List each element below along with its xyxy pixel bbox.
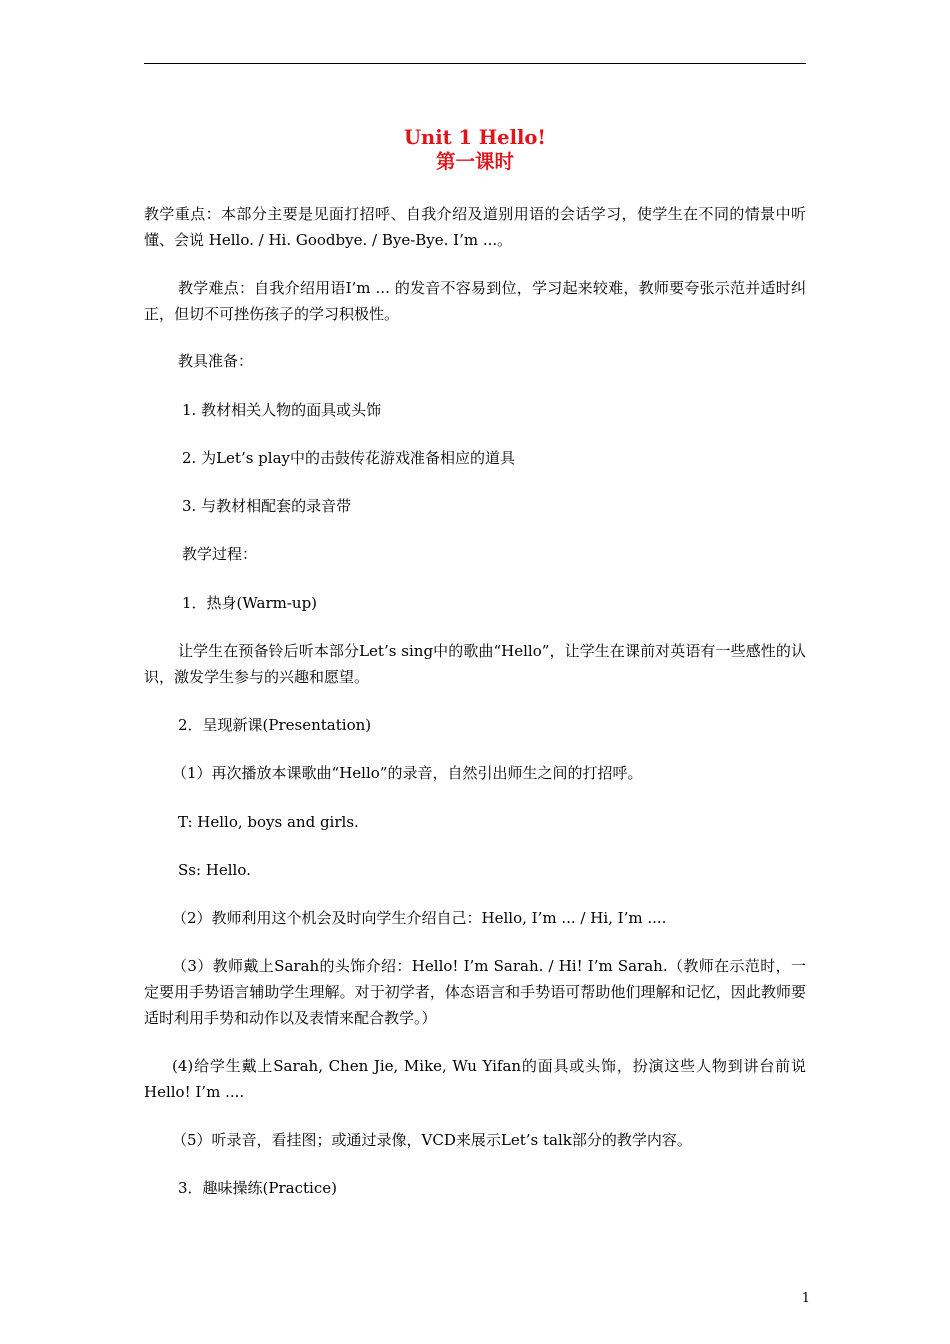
- page-number: 1: [801, 1291, 810, 1306]
- list-item-material-2: 2. 为Let’s play中的击鼓传花游戏准备相应的道具: [182, 449, 515, 467]
- paragraph-warm-up: 让学生在预备铃后听本部分Let’s sing中的歌曲“Hello”，让学生在课前对英语有一些感性的认识，激发学生参与的兴趣和愿望。: [144, 642, 806, 686]
- paragraph-key-points: 教学重点：本部分主要是见面打招呼、自我介绍及道别用语的会话学习，使学生在不同的情景中听懂、会说 Hello. / Hi. Goodbye. / Bye-Bye. I’m ...。: [144, 205, 806, 249]
- dialogue-line-students: Ss: Hello.: [178, 861, 251, 879]
- paragraph-step-1: （1）再次播放本课歌曲“Hello”的录音，自然引出师生之间的打招呼。: [172, 764, 643, 782]
- list-item-material-3: 3. 与教材相配套的录音带: [182, 497, 352, 515]
- paragraph-difficulties: 教学难点：自我介绍用语I’m ... 的发音不容易到位，学习起来较难，教师要夸张示范并适时纠正，但切不可挫伤孩子的学习积极性。: [144, 279, 806, 323]
- list-item-material-1: 1. 教材相关人物的面具或头饰: [182, 401, 382, 419]
- document-title: Unit 1 Hello!: [404, 126, 546, 149]
- paragraph-step-3: （3）教师戴上Sarah的头饰介绍：Hello! I’m Sarah. / Hi! I’m Sarah.（教师在示范时，一定要用手势语言辅助学生理解。对于初学者，体态语言和手势语可帮助他们理解和记忆，因此教师要适时利用手势和动作以及表情来配合教学。）: [144, 957, 806, 1027]
- dialogue-line-teacher: T: Hello, boys and girls.: [178, 813, 359, 831]
- section-heading-practice: 3．趣味操练(Practice): [178, 1179, 337, 1197]
- paragraph-step-4: (4)给学生戴上Sarah, Chen Jie, Mike, Wu Yifan的面具或头饰，扮演这些人物到讲台前说Hello! I’m ....: [144, 1057, 806, 1101]
- section-heading-presentation: 2．呈现新课(Presentation): [178, 716, 372, 734]
- section-heading-warm-up: 1．热身(Warm-up): [182, 594, 318, 612]
- paragraph-process-heading: 教学过程：: [182, 545, 258, 563]
- header-rule: [144, 63, 806, 64]
- paragraph-step-5: （5）听录音，看挂图；或通过录像，VCD来展示Let’s talk部分的教学内容。: [172, 1131, 692, 1149]
- paragraph-materials-heading: 教具准备：: [178, 352, 254, 370]
- paragraph-step-2: （2）教师利用这个机会及时向学生介绍自己：Hello, I’m ... / Hi, I’m ....: [172, 909, 667, 927]
- document-subtitle: 第一课时: [435, 150, 514, 173]
